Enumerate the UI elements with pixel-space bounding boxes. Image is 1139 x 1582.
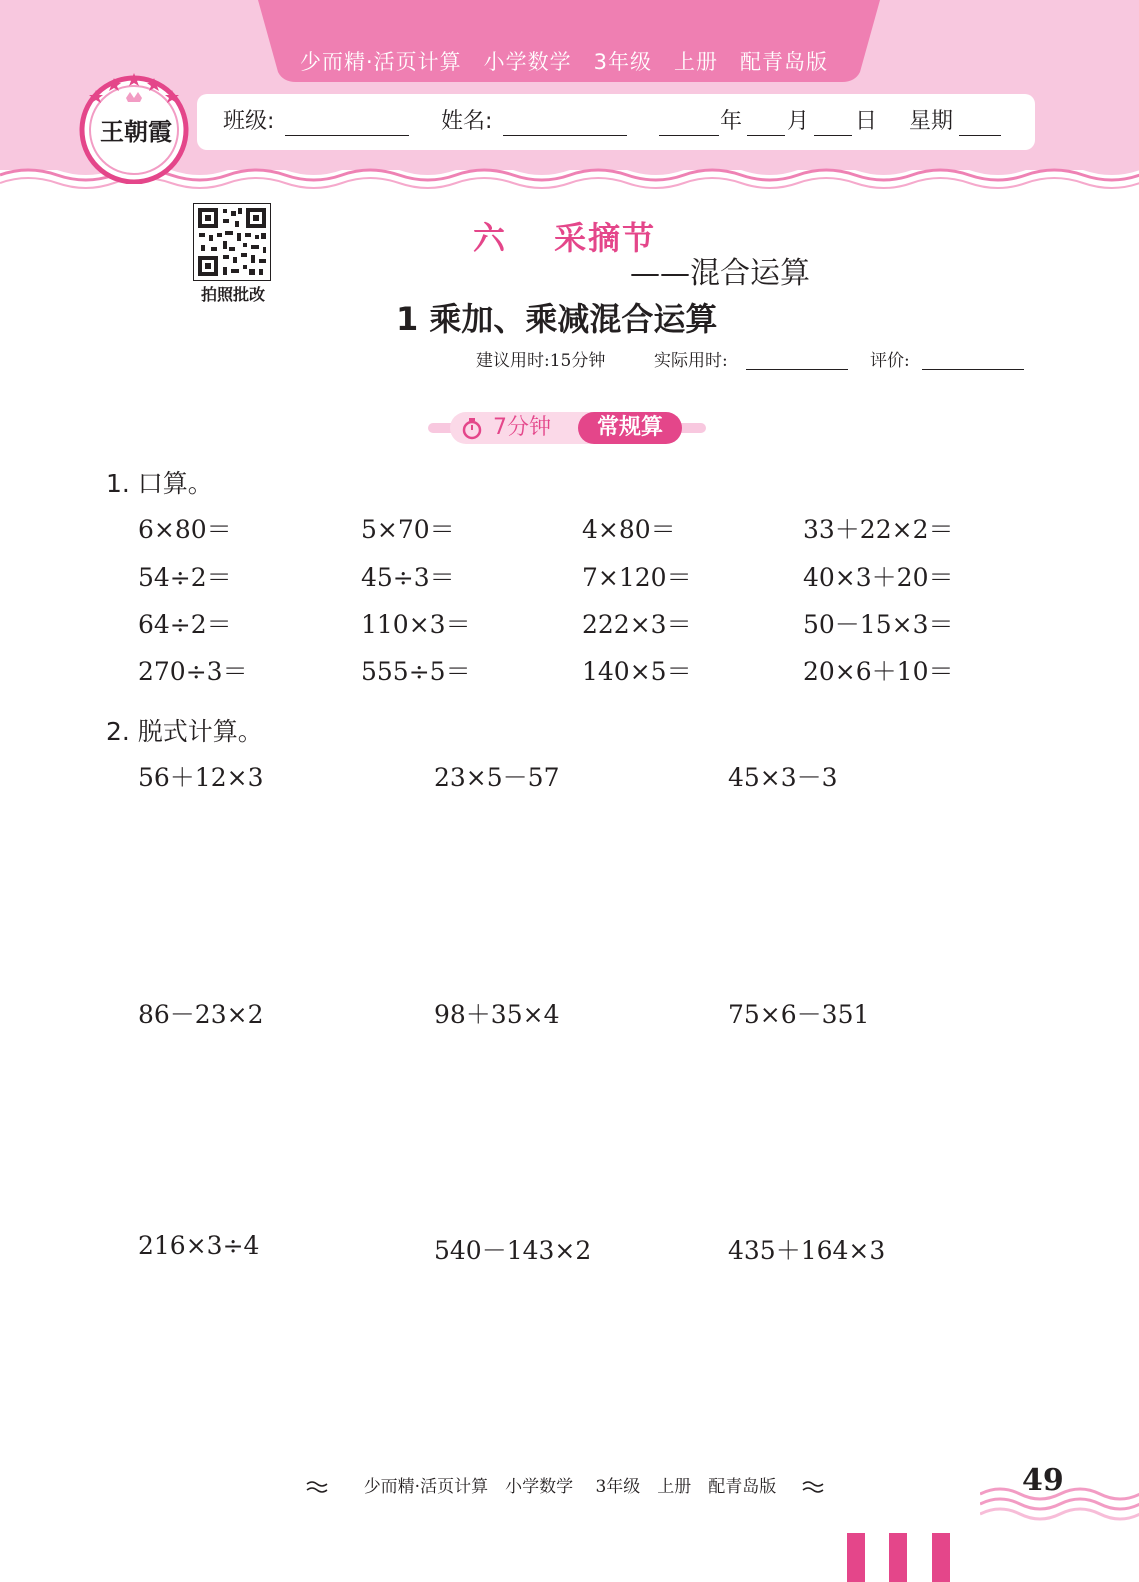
student-info-box xyxy=(197,94,1035,150)
oral-item: 33＋22×2＝ xyxy=(803,515,954,544)
unit-title: 六 采摘节 xyxy=(473,219,657,257)
rating-blank[interactable] xyxy=(922,369,1024,370)
badge-time: 7分钟 xyxy=(493,415,551,440)
section1-heading: 1. 口算。 xyxy=(106,469,213,498)
weekday-blank[interactable] xyxy=(959,135,1001,136)
oral-item: 45÷3＝ xyxy=(361,563,455,592)
step-calc-item: 45×3－3 xyxy=(728,763,838,792)
year-label: 年 xyxy=(720,109,743,134)
month-blank[interactable] xyxy=(747,135,785,136)
oral-item: 40×3＋20＝ xyxy=(803,563,954,592)
badge-label: 常规算 xyxy=(578,412,682,444)
suggested-time: 建议用时:15分钟 xyxy=(476,351,606,371)
oral-item: 555÷5＝ xyxy=(361,657,471,686)
footer-series: 少而精·活页计算 小学数学 3年级 上册 配青岛版 xyxy=(363,1477,777,1497)
oral-item: 54÷2＝ xyxy=(138,563,232,592)
logo-text: 王朝霞 xyxy=(100,117,172,146)
day-label: 日 xyxy=(855,109,878,134)
step-calc-item: 216×3÷4 xyxy=(138,1231,260,1260)
unit-subtitle: ——混合运算 xyxy=(630,256,810,291)
step-calc-item: 56＋12×3 xyxy=(138,763,264,792)
oral-item: 20×6＋10＝ xyxy=(803,657,954,686)
rating-label: 评价: xyxy=(870,351,910,371)
series-title: 少而精·活页计算 小学数学 3年级 上册 配青岛版 xyxy=(300,50,829,74)
qr-caption: 拍照批改 xyxy=(200,285,265,304)
oral-item: 50－15×3＝ xyxy=(803,610,954,639)
wave-ornament-icon xyxy=(802,1480,824,1494)
oral-item: 6×80＝ xyxy=(138,515,232,544)
class-blank[interactable] xyxy=(285,135,409,136)
oral-item: 222×3＝ xyxy=(582,610,692,639)
weekday-label: 星期 xyxy=(909,109,954,134)
name-label: 姓名: xyxy=(441,109,493,134)
step-calc-item: 23×5－57 xyxy=(434,763,560,792)
stopwatch-icon xyxy=(462,412,484,442)
qr-code-icon[interactable] xyxy=(193,203,271,281)
name-blank[interactable] xyxy=(503,135,627,136)
day-blank[interactable] xyxy=(814,135,852,136)
edge-tab-bar xyxy=(847,1533,865,1582)
timing-line xyxy=(476,346,1036,372)
actual-time-label: 实际用时: xyxy=(654,351,728,371)
year-blank[interactable] xyxy=(659,135,719,136)
oral-item: 140×5＝ xyxy=(582,657,692,686)
oral-item: 270÷3＝ xyxy=(138,657,248,686)
section2-heading: 2. 脱式计算。 xyxy=(106,717,263,746)
oral-item: 4×80＝ xyxy=(582,515,676,544)
month-label: 月 xyxy=(787,109,810,134)
oral-item: 64÷2＝ xyxy=(138,610,232,639)
step-calc-item: 86－23×2 xyxy=(138,1000,264,1029)
step-calc-item: 98＋35×4 xyxy=(434,1000,560,1029)
oral-item: 110×3＝ xyxy=(361,610,471,639)
oral-item: 5×70＝ xyxy=(361,515,455,544)
oral-item: 7×120＝ xyxy=(582,563,692,592)
class-label: 班级: xyxy=(223,109,275,134)
edge-tab-bar xyxy=(889,1533,907,1582)
step-calc-item: 540－143×2 xyxy=(434,1236,592,1265)
page-number: 49 xyxy=(1022,1463,1064,1498)
step-calc-item: 435＋164×3 xyxy=(728,1236,886,1265)
actual-time-blank[interactable] xyxy=(746,369,848,370)
edge-tab-bar xyxy=(932,1533,950,1582)
step-calc-item: 75×6－351 xyxy=(728,1000,870,1029)
lesson-title: 1 乘加、乘减混合运算 xyxy=(396,300,718,338)
